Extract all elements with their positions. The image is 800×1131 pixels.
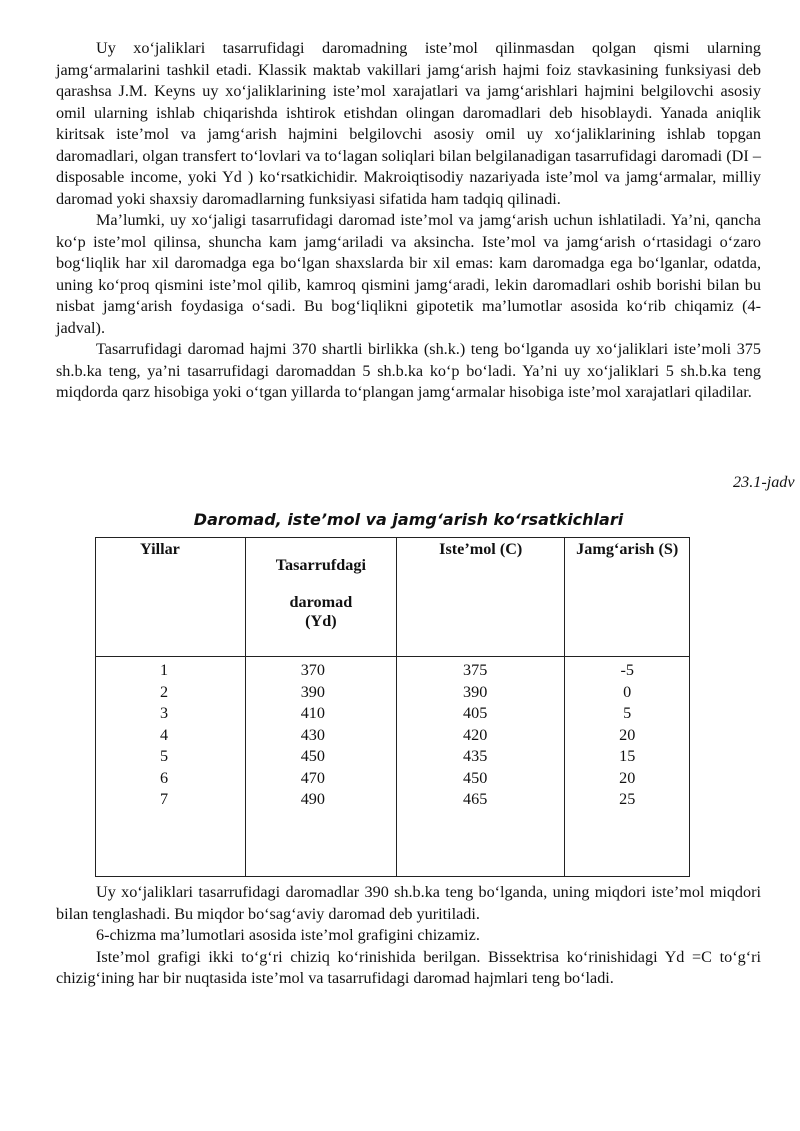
years-column	[96, 657, 246, 877]
data-table	[95, 537, 690, 877]
saving-cell: 0	[623, 682, 632, 701]
income-cell: 410	[300, 704, 325, 722]
paragraph-5: 6-chizma ma’lumotlari asosida iste’mol grafigini chizamiz.	[96, 926, 480, 944]
year-cell: 5	[160, 747, 169, 765]
year-cell: 4	[160, 725, 169, 744]
income-cell: 390	[300, 682, 325, 701]
income-cell: 470	[300, 768, 325, 787]
header-consumption: Iste’mol (C)	[397, 538, 565, 657]
consumption-cell: 375	[463, 661, 488, 679]
income-cell: 430	[300, 725, 325, 744]
header-income-line1: Tasarrufdagi	[275, 556, 366, 574]
consumption-cell: 435	[463, 747, 488, 765]
income-cell: 370	[300, 661, 325, 679]
consumption-column	[397, 657, 565, 877]
year-cell: 3	[160, 704, 169, 722]
body-text-bottom	[56, 882, 761, 990]
paragraph-2: Ma’lumki, uy xo‘jaligi tasarrufidagi daromad iste’mol va jamg‘arish uchun ishlatiladi. Ya’ni, qancha ko‘p iste’mol qilinsa, shuncha kam jamg‘ariladi va aksincha. Iste’mol va jamg‘arish o‘rtasidagi o‘zaro bog‘liqlik har xil daromadga ega bo‘lgan shaxslarda bir xil emas: kam daromadga ega bo‘lganlar, odatda, uning ko‘proq qismini iste’mol qilib, kamroq qismini jamg‘aradi, lekin daromadlari oshib borishi bilan bu nisbat jamg‘arish foydasiga o‘sadi. Bu bog‘liqlikni gipotetik ma’lumotlar asosida ko‘rib chiqamiz (4-jadval).	[56, 211, 761, 337]
consumption-cell: 465	[463, 790, 488, 808]
saving-column	[565, 657, 690, 877]
consumption-cell: 405	[463, 704, 488, 722]
header-income-line2: daromad	[289, 593, 353, 611]
header-saving: Jamg‘arish (S)	[565, 538, 690, 657]
table-header-row	[96, 538, 690, 657]
income-column	[245, 657, 396, 877]
saving-cell: 15	[619, 747, 636, 765]
paragraph-3: Tasarrufidagi daromad hajmi 370 shartli birlikka (sh.k.) teng bo‘lganda uy xo‘jaliklari iste’moli 375 sh.b.ka teng, ya’ni tasarrufidagi daromaddan 5 sh.b.ka ko‘p bo‘ladi. Ya’ni uy xo‘jaliklari 5 sh.b.ka teng miqdorda qarz hisobiga yoki o‘tgan yillarda to‘plangan jamg‘armalar hisobiga iste’mol xarajatlari qiladilar.	[56, 340, 761, 401]
saving-cell: -5	[620, 661, 634, 679]
header-income-line3: (Yd)	[305, 612, 337, 630]
paragraph-4: Uy xo‘jaliklari tasarrufidagi daromadlar 390 sh.b.ka teng bo‘lganda, uning miqdori iste’mol miqdori bilan tenglashadi. Bu miqdor bo‘sag‘aviy daromad deb yuritiladi.	[56, 883, 761, 923]
table-number: 23.1-jadv	[733, 473, 795, 491]
header-income	[245, 538, 396, 657]
consumption-cell: 420	[463, 725, 488, 744]
saving-cell: 20	[619, 768, 636, 787]
consumption-cell: 390	[463, 682, 488, 701]
consumption-cell: 450	[463, 768, 488, 787]
saving-cell: 5	[623, 704, 632, 722]
income-cell: 450	[300, 747, 325, 765]
body-text-top	[56, 38, 761, 404]
saving-cell: 20	[619, 725, 636, 744]
paragraph-6: Iste’mol grafigi ikki to‘g‘ri chiziq ko‘rinishida berilgan. Bissektrisa ko‘rinishidagi Yd =C to‘g‘ri chizig‘ining har bir nuqtasida iste’mol va tasarrufidagi daromad hajmlari teng bo‘ladi.	[56, 947, 761, 987]
table-title: Daromad, iste’mol va jamg‘arish ko‘rsatkichlari	[193, 510, 624, 529]
header-years: Yillar	[96, 538, 246, 657]
year-cell: 1	[160, 661, 169, 679]
year-cell: 7	[160, 790, 169, 808]
table-row	[96, 657, 690, 877]
year-cell: 2	[160, 682, 169, 701]
year-cell: 6	[160, 768, 169, 787]
paragraph-1: Uy xo‘jaliklari tasarrufidagi daromadning iste’mol qilinmasdan qolgan qismi ularning jamg‘armalarini tashkil etadi. Klassik maktab vakillari jamg‘arish hajmi foiz stavkasining funksiyasi deb qarashsa J.M. Keyns uy xo‘jaliklarining iste’mol xarajatlari va jamg‘arishlari hajmini belgilovchi asosiy omil ularning ishlab chiqarishda ishtirok etishdan olingan daromadlari deb hisoblaydi. Yanada aniqlik kiritsak iste’mol va jamg‘arish hajmini belgilovchi asosiy omil uy xo‘jaliklarining ishlab topgan daromadlari, olgan transfert to‘lovlari va to‘lagan soliqlari bilan belgilanadigan tasarrufidagi daromadi (DI – disposable income, yoki Yd ) ko‘rsatkichidir. Makroiqtisodiy nazariyada iste’mol va jamg‘armalar, milliy daromad yoki shaxsiy daromadlarning funksiyasi sifatida ham tadqiq qilinadi.	[56, 39, 761, 208]
saving-cell: 25	[619, 790, 636, 808]
income-cell: 490	[300, 790, 325, 808]
